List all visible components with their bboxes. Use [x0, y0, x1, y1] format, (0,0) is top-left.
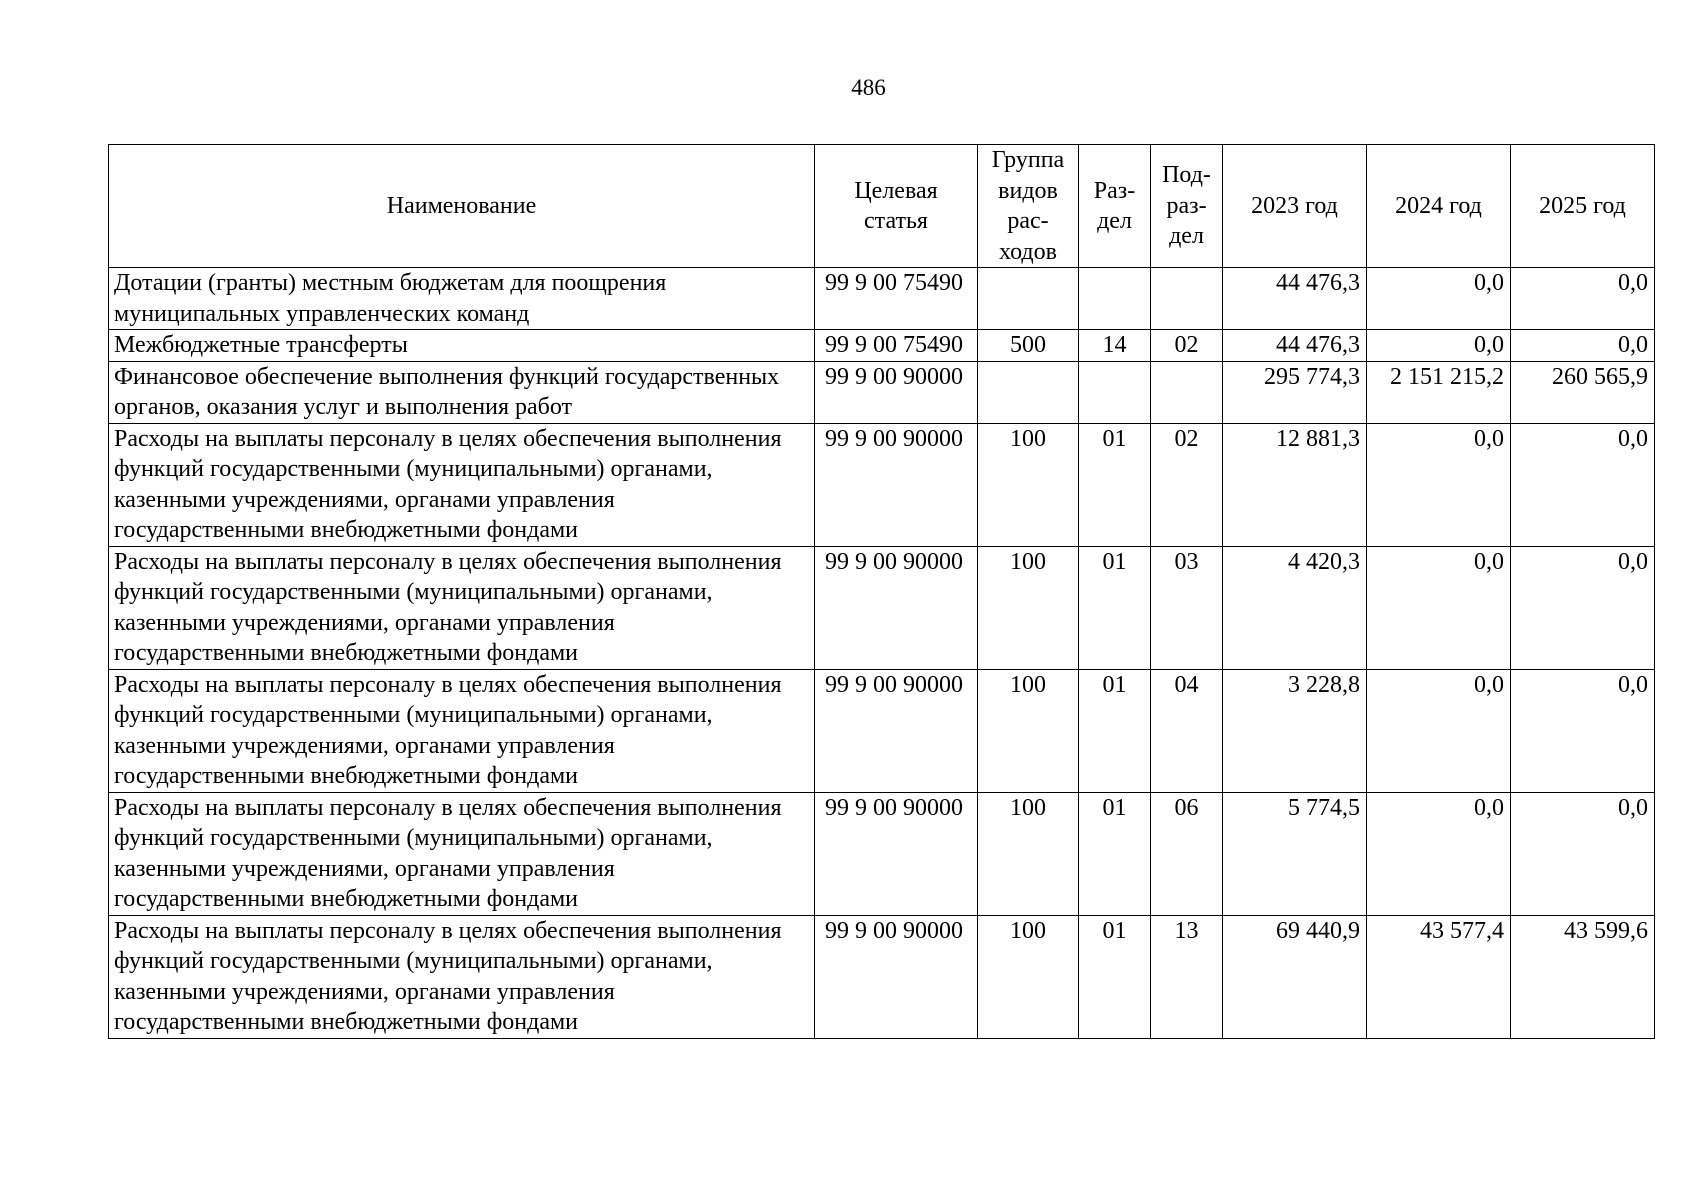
- cell-section: [1079, 268, 1151, 330]
- cell-2023: 69 440,9: [1223, 915, 1367, 1038]
- cell-2025: 43 599,6: [1511, 915, 1655, 1038]
- cell-2023: 44 476,3: [1223, 268, 1367, 330]
- cell-2023: 4 420,3: [1223, 546, 1367, 669]
- cell-2025: 0,0: [1511, 792, 1655, 915]
- cell-group: 100: [978, 792, 1079, 915]
- cell-section: 01: [1079, 915, 1151, 1038]
- table-row: [109, 546, 1655, 669]
- cell-subsection: 02: [1151, 330, 1223, 362]
- cell-2024: 0,0: [1367, 546, 1511, 669]
- header-group: Группа видов рас- ходов: [978, 145, 1079, 268]
- cell-2024: 0,0: [1367, 423, 1511, 546]
- cell-subsection: 04: [1151, 669, 1223, 792]
- cell-2025: 0,0: [1511, 330, 1655, 362]
- table-row: [109, 423, 1655, 546]
- cell-name: Расходы на выплаты персоналу в целях обеспечения выполнения функций государственными (муниципальными) органами, казенными учреждениями, органами управления государственными внебюджетными фондами: [109, 915, 815, 1038]
- header-2025: 2025 год: [1511, 145, 1655, 268]
- table-row: [109, 268, 1655, 330]
- cell-target: 99 9 00 90000: [815, 546, 978, 669]
- page-number: 486: [851, 75, 886, 100]
- cell-2024: 2 151 215,2: [1367, 361, 1511, 423]
- cell-2025: 0,0: [1511, 669, 1655, 792]
- header-section: Раз- дел: [1079, 145, 1151, 268]
- header-2023: 2023 год: [1223, 145, 1367, 268]
- cell-2024: 0,0: [1367, 669, 1511, 792]
- cell-2023: 3 228,8: [1223, 669, 1367, 792]
- cell-2023: 5 774,5: [1223, 792, 1367, 915]
- cell-2025: 260 565,9: [1511, 361, 1655, 423]
- table-row: [109, 792, 1655, 915]
- header-subsection: Под- раз- дел: [1151, 145, 1223, 268]
- cell-subsection: [1151, 268, 1223, 330]
- cell-2023: 295 774,3: [1223, 361, 1367, 423]
- cell-subsection: 03: [1151, 546, 1223, 669]
- cell-target: 99 9 00 90000: [815, 915, 978, 1038]
- cell-subsection: 13: [1151, 915, 1223, 1038]
- table-row: [109, 330, 1655, 362]
- header-name: Наименование: [109, 145, 815, 268]
- cell-name: Межбюджетные трансферты: [109, 330, 815, 362]
- cell-target: 99 9 00 90000: [815, 361, 978, 423]
- cell-section: 01: [1079, 669, 1151, 792]
- cell-2025: 0,0: [1511, 268, 1655, 330]
- cell-2025: 0,0: [1511, 423, 1655, 546]
- cell-name: Расходы на выплаты персоналу в целях обеспечения выполнения функций государственными (муниципальными) органами, казенными учреждениями, органами управления государственными внебюджетными фондами: [109, 423, 815, 546]
- cell-2024: 0,0: [1367, 268, 1511, 330]
- cell-group: 100: [978, 915, 1079, 1038]
- cell-target: 99 9 00 75490: [815, 268, 978, 330]
- cell-name: Расходы на выплаты персоналу в целях обеспечения выполнения функций государственными (муниципальными) органами, казенными учреждениями, органами управления государственными внебюджетными фондами: [109, 669, 815, 792]
- cell-name: Расходы на выплаты персоналу в целях обеспечения выполнения функций государственными (муниципальными) органами, казенными учреждениями, органами управления государственными внебюджетными фондами: [109, 792, 815, 915]
- cell-subsection: 02: [1151, 423, 1223, 546]
- cell-2024: 43 577,4: [1367, 915, 1511, 1038]
- cell-group: [978, 268, 1079, 330]
- cell-group: [978, 361, 1079, 423]
- cell-section: [1079, 361, 1151, 423]
- cell-target: 99 9 00 90000: [815, 792, 978, 915]
- table-row: [109, 669, 1655, 792]
- header-2024: 2024 год: [1367, 145, 1511, 268]
- cell-section: 01: [1079, 792, 1151, 915]
- cell-2024: 0,0: [1367, 330, 1511, 362]
- table-header-row: [109, 145, 1655, 268]
- cell-group: 500: [978, 330, 1079, 362]
- cell-2024: 0,0: [1367, 792, 1511, 915]
- cell-target: 99 9 00 90000: [815, 669, 978, 792]
- cell-2023: 44 476,3: [1223, 330, 1367, 362]
- table-row: [109, 915, 1655, 1038]
- cell-target: 99 9 00 75490: [815, 330, 978, 362]
- cell-2023: 12 881,3: [1223, 423, 1367, 546]
- header-target: Целевая статья: [815, 145, 978, 268]
- cell-section: 14: [1079, 330, 1151, 362]
- cell-name: Финансовое обеспечение выполнения функций государственных органов, оказания услуг и выполнения работ: [109, 361, 815, 423]
- cell-name: Расходы на выплаты персоналу в целях обеспечения выполнения функций государственными (муниципальными) органами, казенными учреждениями, органами управления государственными внебюджетными фондами: [109, 546, 815, 669]
- cell-section: 01: [1079, 423, 1151, 546]
- cell-section: 01: [1079, 546, 1151, 669]
- budget-table: [108, 144, 1655, 1039]
- cell-group: 100: [978, 546, 1079, 669]
- table-row: [109, 361, 1655, 423]
- cell-name: Дотации (гранты) местным бюджетам для поощрения муниципальных управленческих команд: [109, 268, 815, 330]
- cell-subsection: [1151, 361, 1223, 423]
- cell-2025: 0,0: [1511, 546, 1655, 669]
- cell-group: 100: [978, 423, 1079, 546]
- cell-group: 100: [978, 669, 1079, 792]
- cell-target: 99 9 00 90000: [815, 423, 978, 546]
- cell-subsection: 06: [1151, 792, 1223, 915]
